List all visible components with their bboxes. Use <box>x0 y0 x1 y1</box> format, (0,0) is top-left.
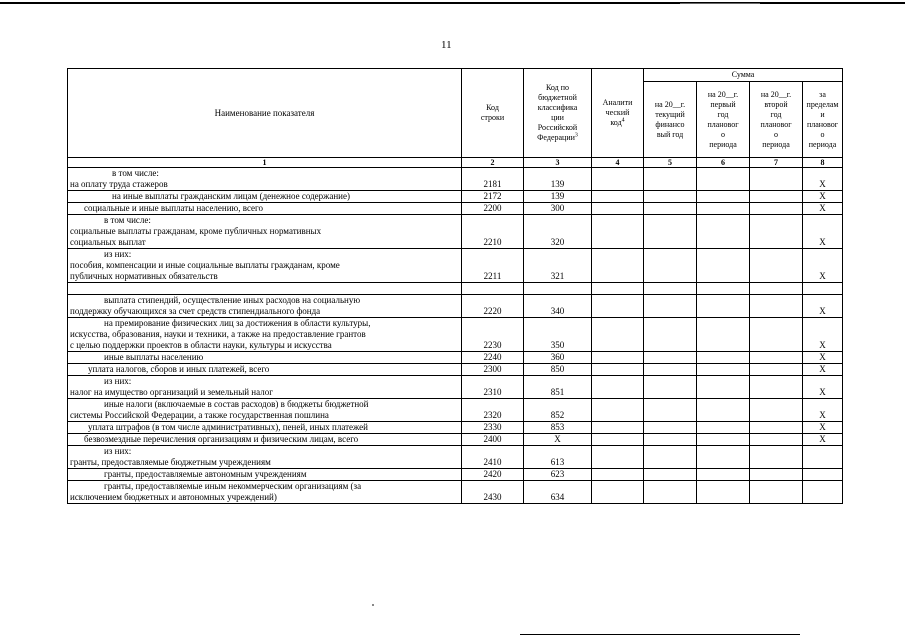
row-code: 2211 <box>462 249 524 283</box>
sum-beyond-plan: X <box>803 399 843 422</box>
table-row <box>68 446 843 469</box>
indicator-name: гранты, предоставляемые иным некоммерческим организациям (за исключением бюджетных и автономных учреждений) <box>68 481 462 504</box>
budget-code: 321 <box>524 249 592 283</box>
row-code: 2230 <box>462 318 524 352</box>
sum-second-plan-year <box>750 203 803 215</box>
budget-code: 320 <box>524 215 592 249</box>
indicator-name: в том числе: на оплату труда стажеров <box>68 168 462 191</box>
sum-beyond-plan: X <box>803 215 843 249</box>
sum-beyond-plan: X <box>803 191 843 203</box>
sum-second-plan-year <box>750 422 803 434</box>
header-name: Наименование показателя <box>68 69 462 158</box>
header-col6: на 20__г. первый год плановог о периода <box>697 82 750 158</box>
header-budget-code: Код по бюджетной классифика ции Российской Федерации$^3$ <box>524 69 592 158</box>
indicator-name <box>68 283 462 295</box>
column-number: 3 <box>524 158 592 168</box>
row-code: 2330 <box>462 422 524 434</box>
table-row <box>68 191 843 203</box>
sum-beyond-plan: X <box>803 318 843 352</box>
sum-second-plan-year <box>750 481 803 504</box>
indicator-name: иные выплаты населению <box>68 352 462 364</box>
sum-current-year <box>644 215 697 249</box>
sum-beyond-plan: X <box>803 168 843 191</box>
table-row <box>68 215 843 249</box>
row-code: 2430 <box>462 481 524 504</box>
sum-beyond-plan <box>803 283 843 295</box>
table-row <box>68 434 843 446</box>
sum-first-plan-year <box>697 446 750 469</box>
sum-current-year <box>644 352 697 364</box>
analytic-code-cell <box>592 376 644 399</box>
sum-second-plan-year <box>750 469 803 481</box>
header-col5: на 20__г. текущий финансо вый год <box>644 82 697 158</box>
column-number: 7 <box>750 158 803 168</box>
sum-second-plan-year <box>750 249 803 283</box>
table-row <box>68 295 843 318</box>
budget-code: 852 <box>524 399 592 422</box>
sum-beyond-plan: X <box>803 364 843 376</box>
budget-code: 340 <box>524 295 592 318</box>
sum-first-plan-year <box>697 203 750 215</box>
row-code: 2320 <box>462 399 524 422</box>
indicator-name: безвозмездные перечисления организациям и физическим лицам, всего <box>68 434 462 446</box>
table-row <box>68 481 843 504</box>
top-rule-accent <box>680 3 760 4</box>
table-body <box>68 168 843 504</box>
bottom-rule <box>520 634 800 635</box>
analytic-code-cell <box>592 203 644 215</box>
header-analytic-code: Аналити ческий код$^4$ <box>592 69 644 158</box>
budget-code: 139 <box>524 191 592 203</box>
page-number: 11 <box>441 39 452 51</box>
indicator-name: выплата стипендий, осуществление иных расходов на социальную поддержку обучающихся за счет средств стипендиального фонда <box>68 295 462 318</box>
table-row <box>68 364 843 376</box>
sum-second-plan-year <box>750 318 803 352</box>
sum-beyond-plan: X <box>803 295 843 318</box>
row-code: 2172 <box>462 191 524 203</box>
indicator-name: на иные выплаты гражданским лицам (денежное содержание) <box>68 191 462 203</box>
table-row <box>68 283 843 295</box>
sum-beyond-plan <box>803 469 843 481</box>
analytic-code-cell <box>592 446 644 469</box>
sum-beyond-plan <box>803 481 843 504</box>
sum-first-plan-year <box>697 249 750 283</box>
row-code: 2181 <box>462 168 524 191</box>
sum-second-plan-year <box>750 364 803 376</box>
table-row <box>68 168 843 191</box>
analytic-code-cell <box>592 481 644 504</box>
analytic-code-cell <box>592 399 644 422</box>
indicator-name: уплата штрафов (в том числе административных), пеней, иных платежей <box>68 422 462 434</box>
table-row <box>68 318 843 352</box>
budget-code <box>524 283 592 295</box>
sum-second-plan-year <box>750 283 803 295</box>
sum-first-plan-year <box>697 481 750 504</box>
sum-current-year <box>644 434 697 446</box>
budget-code: 350 <box>524 318 592 352</box>
indicator-name: из них: налог на имущество организаций и земельный налог <box>68 376 462 399</box>
indicator-name: из них: гранты, предоставляемые бюджетным учреждениям <box>68 446 462 469</box>
analytic-code-cell <box>592 352 644 364</box>
sum-second-plan-year <box>750 399 803 422</box>
sum-beyond-plan <box>803 446 843 469</box>
analytic-code-cell <box>592 295 644 318</box>
analytic-code-cell <box>592 422 644 434</box>
row-code: 2400 <box>462 434 524 446</box>
budget-code: X <box>524 434 592 446</box>
analytic-code-cell <box>592 215 644 249</box>
sum-first-plan-year <box>697 191 750 203</box>
sum-beyond-plan: X <box>803 203 843 215</box>
indicator-name: гранты, предоставляемые автономным учреждениям <box>68 469 462 481</box>
sum-beyond-plan: X <box>803 376 843 399</box>
column-number: 8 <box>803 158 843 168</box>
table-row <box>68 352 843 364</box>
row-code: 2210 <box>462 215 524 249</box>
sum-second-plan-year <box>750 352 803 364</box>
table-row <box>68 469 843 481</box>
sum-first-plan-year <box>697 295 750 318</box>
row-code: 2240 <box>462 352 524 364</box>
table-row <box>68 203 843 215</box>
sum-current-year <box>644 191 697 203</box>
indicator-name: на премирование физических лиц за достижения в области культуры, искусства, образования, науки и техники, а также на предоставление грантов с целью поддержки проектов в области науки, культуры и искусства <box>68 318 462 352</box>
budget-code: 634 <box>524 481 592 504</box>
sum-first-plan-year <box>697 352 750 364</box>
sum-second-plan-year <box>750 191 803 203</box>
table-row <box>68 399 843 422</box>
budget-code: 139 <box>524 168 592 191</box>
analytic-code-cell <box>592 364 644 376</box>
budget-code: 853 <box>524 422 592 434</box>
sum-beyond-plan: X <box>803 422 843 434</box>
column-number: 5 <box>644 158 697 168</box>
analytic-code-cell <box>592 283 644 295</box>
header-col7: на 20__г. второй год плановог о периода <box>750 82 803 158</box>
sum-current-year <box>644 422 697 434</box>
sum-second-plan-year <box>750 446 803 469</box>
header-sum: Сумма <box>644 69 843 82</box>
sum-current-year <box>644 249 697 283</box>
sum-current-year <box>644 295 697 318</box>
table-row <box>68 249 843 283</box>
indicator-name: иные налоги (включаемые в состав расходов) в бюджеты бюджетной системы Российской Федерации, а также государственная пошлина <box>68 399 462 422</box>
header-col8: за пределам и плановог о периода <box>803 82 843 158</box>
sum-current-year <box>644 376 697 399</box>
sum-current-year <box>644 203 697 215</box>
sum-current-year <box>644 481 697 504</box>
row-code: 2420 <box>462 469 524 481</box>
sum-current-year <box>644 364 697 376</box>
sum-second-plan-year <box>750 434 803 446</box>
sum-current-year <box>644 399 697 422</box>
sum-first-plan-year <box>697 364 750 376</box>
column-number: 1 <box>68 158 462 168</box>
budget-code: 851 <box>524 376 592 399</box>
budget-code: 360 <box>524 352 592 364</box>
row-code: 2200 <box>462 203 524 215</box>
indicator-name: уплата налогов, сборов и иных платежей, всего <box>68 364 462 376</box>
column-number: 2 <box>462 158 524 168</box>
sum-beyond-plan: X <box>803 249 843 283</box>
analytic-code-cell <box>592 318 644 352</box>
sum-first-plan-year <box>697 434 750 446</box>
sum-current-year <box>644 168 697 191</box>
sum-first-plan-year <box>697 422 750 434</box>
sum-first-plan-year <box>697 283 750 295</box>
sum-second-plan-year <box>750 168 803 191</box>
sum-first-plan-year <box>697 376 750 399</box>
sum-first-plan-year <box>697 399 750 422</box>
top-rule <box>0 2 905 4</box>
column-number: 6 <box>697 158 750 168</box>
budget-code: 850 <box>524 364 592 376</box>
row-code: 2300 <box>462 364 524 376</box>
indicator-name: в том числе: социальные выплаты гражданам, кроме публичных нормативных социальных выплат <box>68 215 462 249</box>
analytic-code-cell <box>592 249 644 283</box>
analytic-code-cell <box>592 191 644 203</box>
sum-second-plan-year <box>750 215 803 249</box>
row-code: 2310 <box>462 376 524 399</box>
table-row <box>68 422 843 434</box>
report-table <box>67 68 843 504</box>
row-code <box>462 283 524 295</box>
column-number: 4 <box>592 158 644 168</box>
scan-speck <box>372 604 374 606</box>
sum-second-plan-year <box>750 295 803 318</box>
sum-current-year <box>644 469 697 481</box>
table-row <box>68 376 843 399</box>
indicator-name: из них: пособия, компенсации и иные социальные выплаты гражданам, кроме публичных нормативных обязательств <box>68 249 462 283</box>
analytic-code-cell <box>592 469 644 481</box>
sum-second-plan-year <box>750 376 803 399</box>
sum-current-year <box>644 283 697 295</box>
sum-first-plan-year <box>697 215 750 249</box>
analytic-code-cell <box>592 434 644 446</box>
budget-code: 613 <box>524 446 592 469</box>
sum-current-year <box>644 318 697 352</box>
row-code: 2220 <box>462 295 524 318</box>
sum-beyond-plan: X <box>803 352 843 364</box>
analytic-code-cell <box>592 168 644 191</box>
sum-first-plan-year <box>697 469 750 481</box>
header-code: Код строки <box>462 69 524 158</box>
row-code: 2410 <box>462 446 524 469</box>
sum-first-plan-year <box>697 318 750 352</box>
indicator-name: социальные и иные выплаты населению, всего <box>68 203 462 215</box>
budget-code: 623 <box>524 469 592 481</box>
column-number-row <box>68 158 843 168</box>
sum-first-plan-year <box>697 168 750 191</box>
budget-code: 300 <box>524 203 592 215</box>
sum-current-year <box>644 446 697 469</box>
sum-beyond-plan: X <box>803 434 843 446</box>
